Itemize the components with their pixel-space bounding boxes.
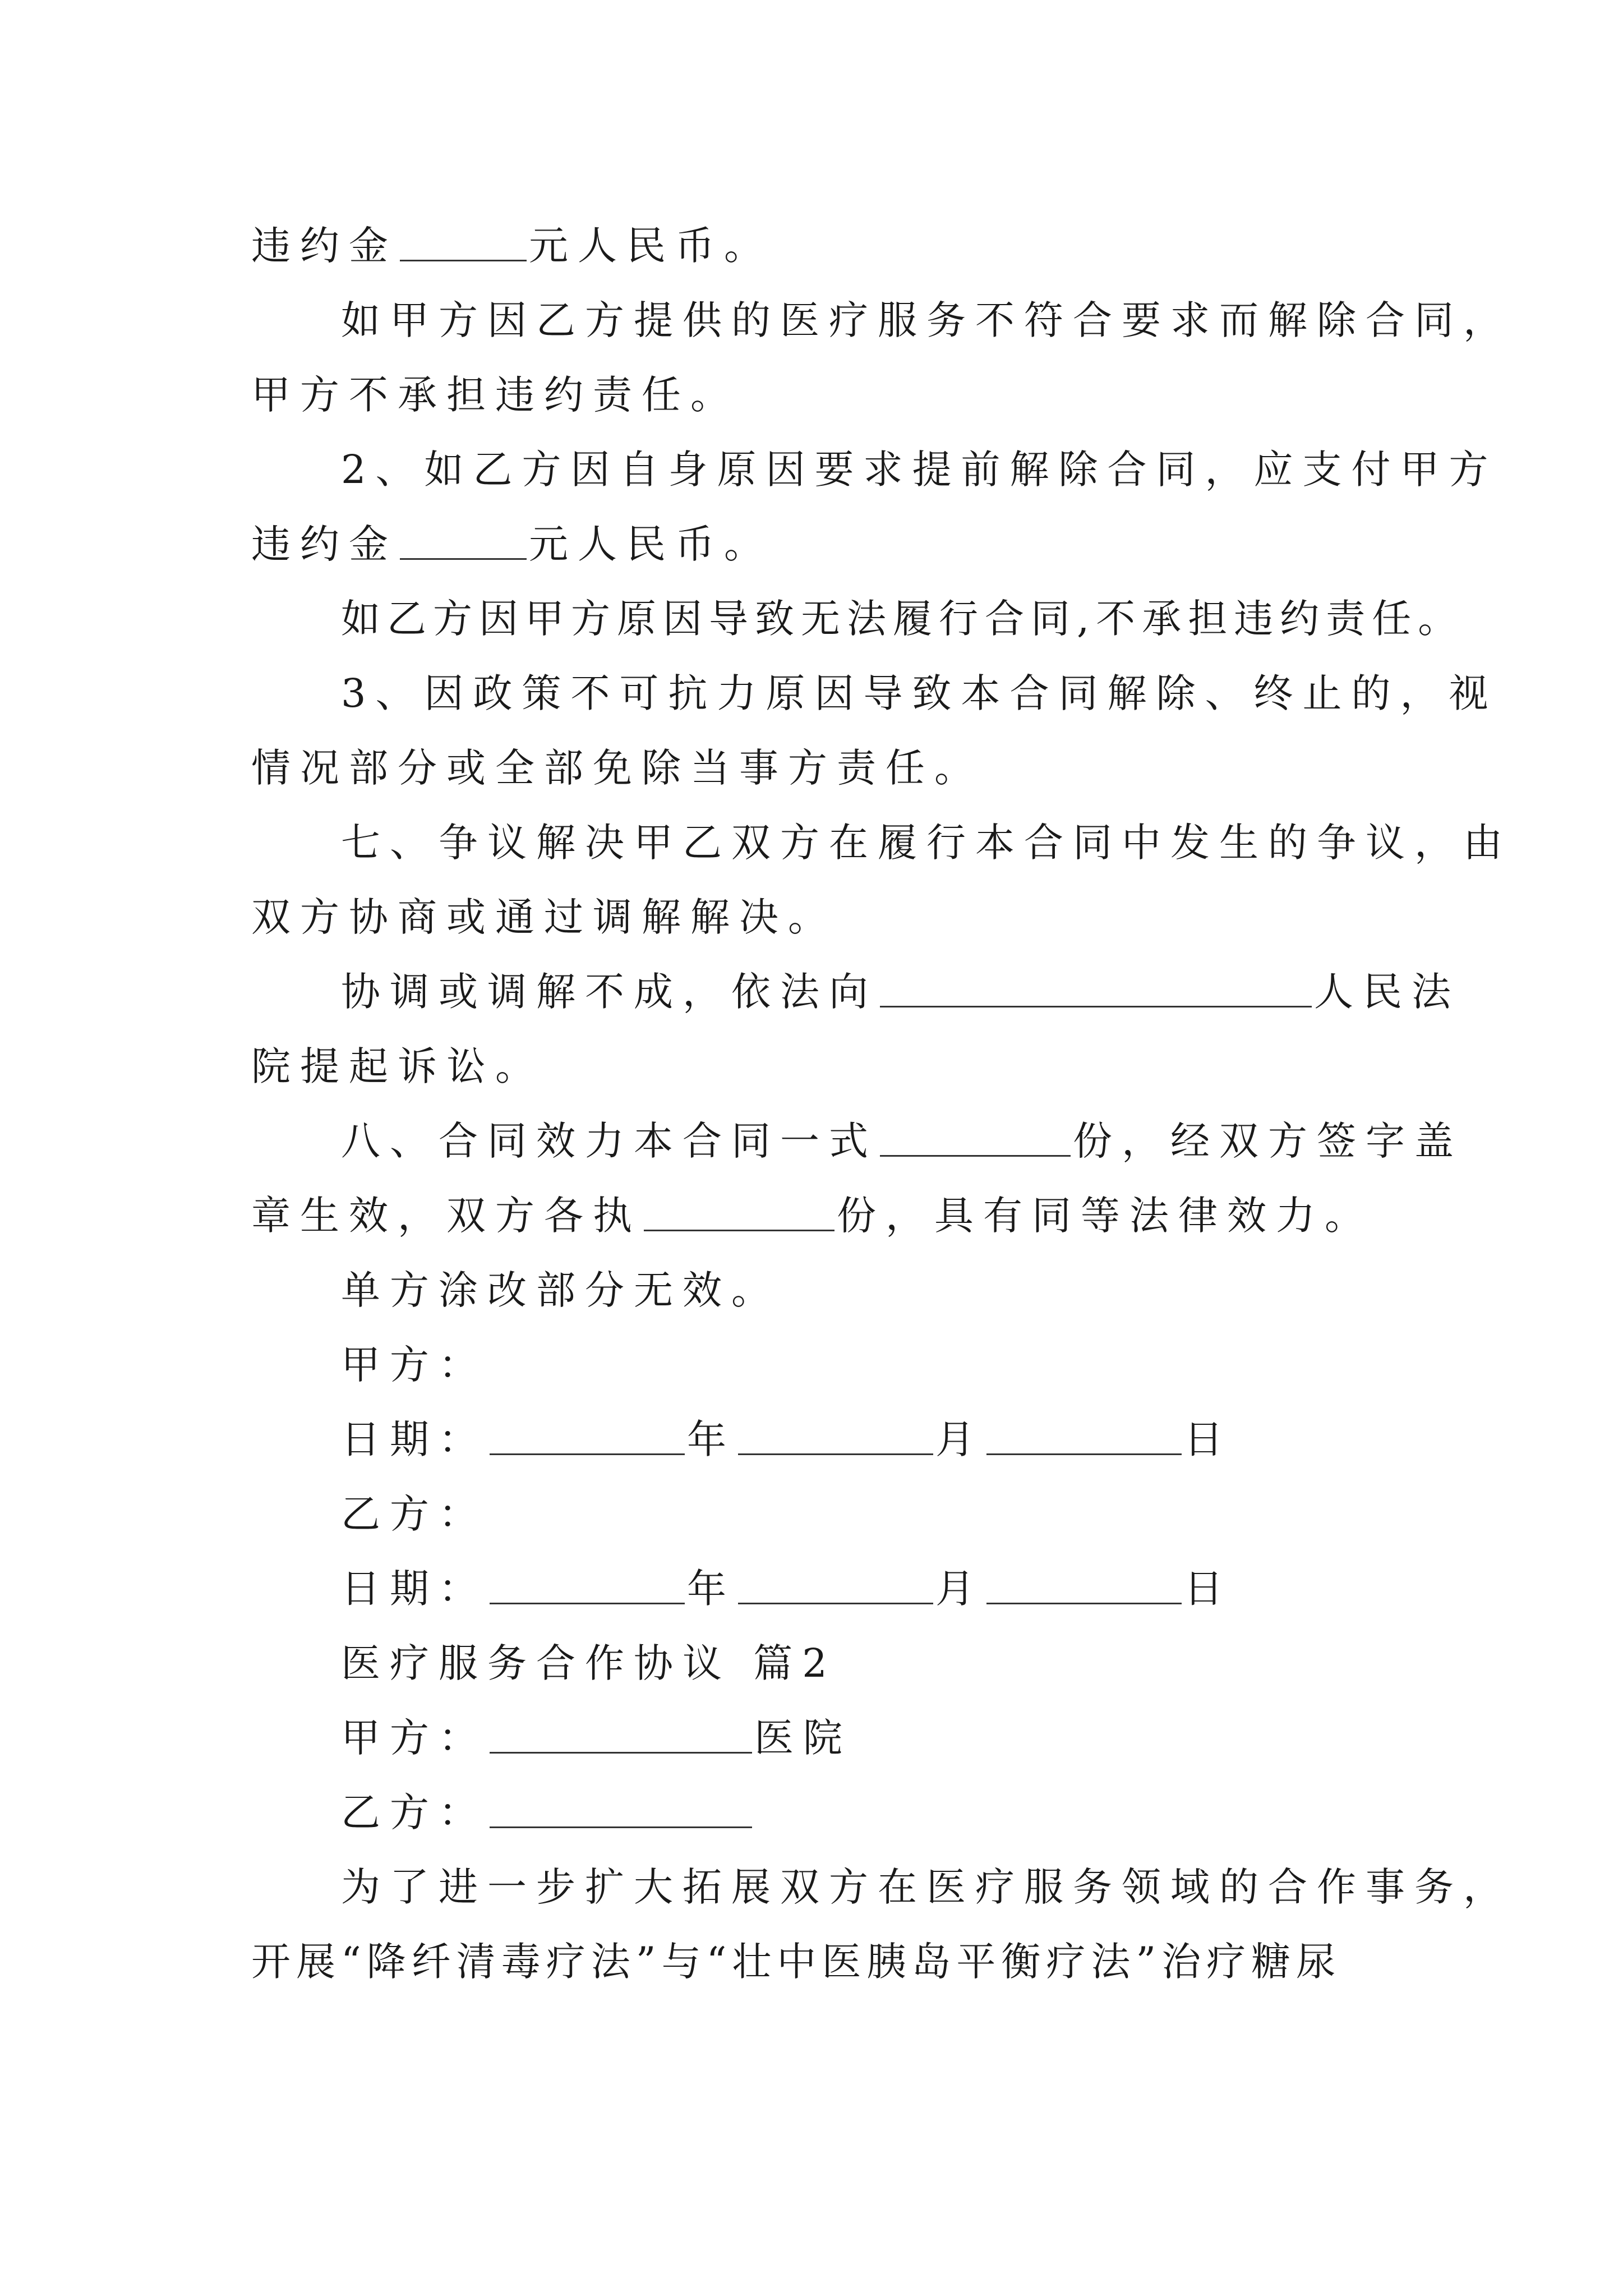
- party-b-line: [341, 1773, 754, 1852]
- year-blank: [490, 1451, 685, 1455]
- text-segment: 甲方：: [341, 1715, 487, 1761]
- party-b-label: 乙方：: [341, 1491, 487, 1537]
- text-line: [251, 1176, 1373, 1255]
- text-segment: 违约金: [251, 223, 398, 269]
- text-segment: 元人民币。: [529, 223, 773, 269]
- text-segment: 八、合同效力本合同一式: [341, 1118, 878, 1164]
- text-line: [341, 953, 1460, 1031]
- text-line: 开展“降纤清毒疗法”与“壮中医胰岛平衡疗法”治疗糖尿: [251, 1939, 1341, 1985]
- month-blank: [738, 1451, 933, 1455]
- text-line: 院提起诉讼。: [251, 1043, 544, 1089]
- month-blank: [738, 1600, 933, 1604]
- text-segment: 医院: [754, 1715, 852, 1761]
- text-segment: 人民法: [1314, 969, 1460, 1015]
- text-line: 七、争议解决甲乙双方在履行本合同中发生的争议，由: [341, 820, 1512, 866]
- fill-blank: [400, 556, 527, 560]
- text-segment: 日: [1184, 1416, 1233, 1462]
- text-segment: 份，具有同等法律效力。: [837, 1193, 1373, 1239]
- text-line: 双方协商或通过调解解决。: [251, 894, 837, 940]
- text-line: 如甲方因乙方提供的医疗服务不符合要求而解除合同，: [341, 297, 1512, 343]
- fill-blank: [490, 1824, 752, 1828]
- text-line: 单方涂改部分无效。: [341, 1267, 780, 1313]
- text-segment: 章生效，双方各执: [251, 1193, 642, 1239]
- party-a-label: 甲方：: [341, 1342, 487, 1388]
- text-segment: 日: [1184, 1566, 1233, 1612]
- text-segment: 年: [687, 1416, 736, 1462]
- text-segment: 违约金: [251, 521, 398, 567]
- text-line: 3、因政策不可抗力原因导致本合同解除、终止的，视: [341, 670, 1498, 716]
- text-line: 2、如乙方因自身原因要求提前解除合同，应支付甲方: [341, 447, 1498, 493]
- fill-blank: [880, 1004, 1312, 1007]
- text-line: [251, 206, 773, 285]
- party-a-line: [341, 1699, 852, 1777]
- text-segment: 月: [935, 1416, 984, 1462]
- text-segment: 日期：: [341, 1566, 487, 1612]
- fill-blank: [644, 1227, 834, 1231]
- text-line: 情况部分或全部免除当事方责任。: [251, 745, 983, 791]
- text-line: 为了进一步扩大拓展双方在医疗服务领域的合作事务，: [341, 1864, 1512, 1910]
- text-line: 甲方不承担违约责任。: [251, 372, 739, 418]
- text-line: [251, 505, 773, 583]
- year-blank: [490, 1600, 685, 1604]
- text-segment: 份，经双方签字盖: [1073, 1118, 1463, 1164]
- date-line-party-a: [341, 1400, 1233, 1479]
- text-segment: 日期：: [341, 1416, 487, 1462]
- day-blank: [986, 1451, 1182, 1455]
- fill-blank: [490, 1750, 752, 1754]
- text-segment: 月: [935, 1566, 984, 1612]
- text-line: [341, 1102, 1463, 1180]
- text-segment: 协调或调解不成，依法向: [341, 969, 878, 1015]
- fill-blank: [400, 257, 527, 261]
- day-blank: [986, 1600, 1182, 1604]
- text-line: 如乙方因甲方原因导致无法履行合同,不承担违约责任。: [341, 596, 1464, 642]
- text-segment: 元人民币。: [529, 521, 773, 567]
- section-heading: 医疗服务合作协议 篇2: [341, 1640, 837, 1686]
- date-line-party-b: [341, 1549, 1233, 1628]
- fill-blank: [880, 1153, 1071, 1157]
- text-segment: 乙方：: [341, 1789, 487, 1835]
- text-segment: 年: [687, 1566, 736, 1612]
